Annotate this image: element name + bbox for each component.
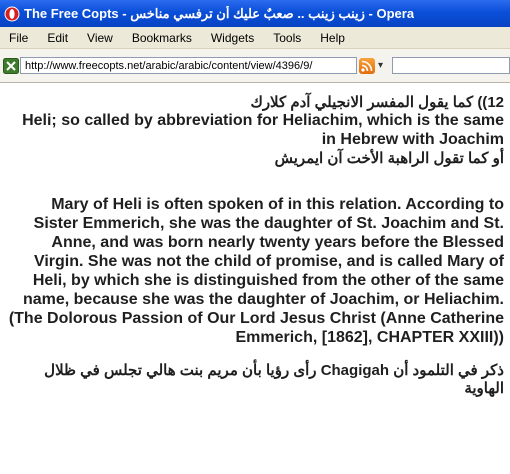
menu-help[interactable]: Help [320, 30, 345, 45]
chevron-down-icon[interactable]: ▾ [378, 60, 384, 71]
arabic-bottom: ذكر في التلمود أن Chagigah رأى رؤيا بأن مريم بنت هالي تجلس في ظلال الهاوية [44, 362, 504, 397]
arabic-heading: 12)) كما يقول المفسر الانجيلي آدم كلارك [250, 94, 504, 111]
menu-tools[interactable]: Tools [273, 30, 302, 45]
menu-bar [0, 27, 510, 49]
address-toolbar [0, 49, 510, 83]
menu-bookmarks[interactable]: Bookmarks [131, 30, 192, 45]
menu-widgets[interactable]: Widgets [210, 30, 255, 45]
english-quote: Heli; so called by abbreviation for Heliachim, which is the same in Hebrew with Joachim [22, 112, 504, 148]
address-input[interactable]: http://www.freecopts.net/arabic/arabic/content/view/4396/9/ [20, 57, 357, 74]
menu-file[interactable]: File [9, 30, 29, 45]
window-titlebar [0, 0, 510, 27]
rss-feed-icon[interactable] [359, 58, 375, 74]
page-icon[interactable] [3, 58, 19, 74]
search-input[interactable] [392, 57, 510, 74]
page-content [0, 83, 510, 474]
opera-icon [4, 6, 20, 22]
english-paragraph: Mary of Heli is often spoken of in this relation. According to Sister Emmerich, she was the daughter of St. Joachim and St. Anne, and was born nearly twenty years before the Blessed Virgin. She was not the child of promise, and is called Mary of Heli, by which she is distinguished from the other of the same name, because she was the daughter of Joachim, or Heliachim. (The Dolorous Passion of Our Lord Jesus Christ (Anne Catherine Emmerich, [1862], CHAPTER XXIII)) [8, 196, 504, 346]
menu-view[interactable]: View [87, 30, 113, 45]
arabic-line: أو كما تقول الراهبة الأخت آن ايمريش [274, 150, 504, 167]
window-title: The Free Copts - زينب زينب .. صعبٌ عليك أن ترفسي مناخس - Opera [24, 5, 415, 21]
menu-edit[interactable]: Edit [47, 30, 69, 45]
